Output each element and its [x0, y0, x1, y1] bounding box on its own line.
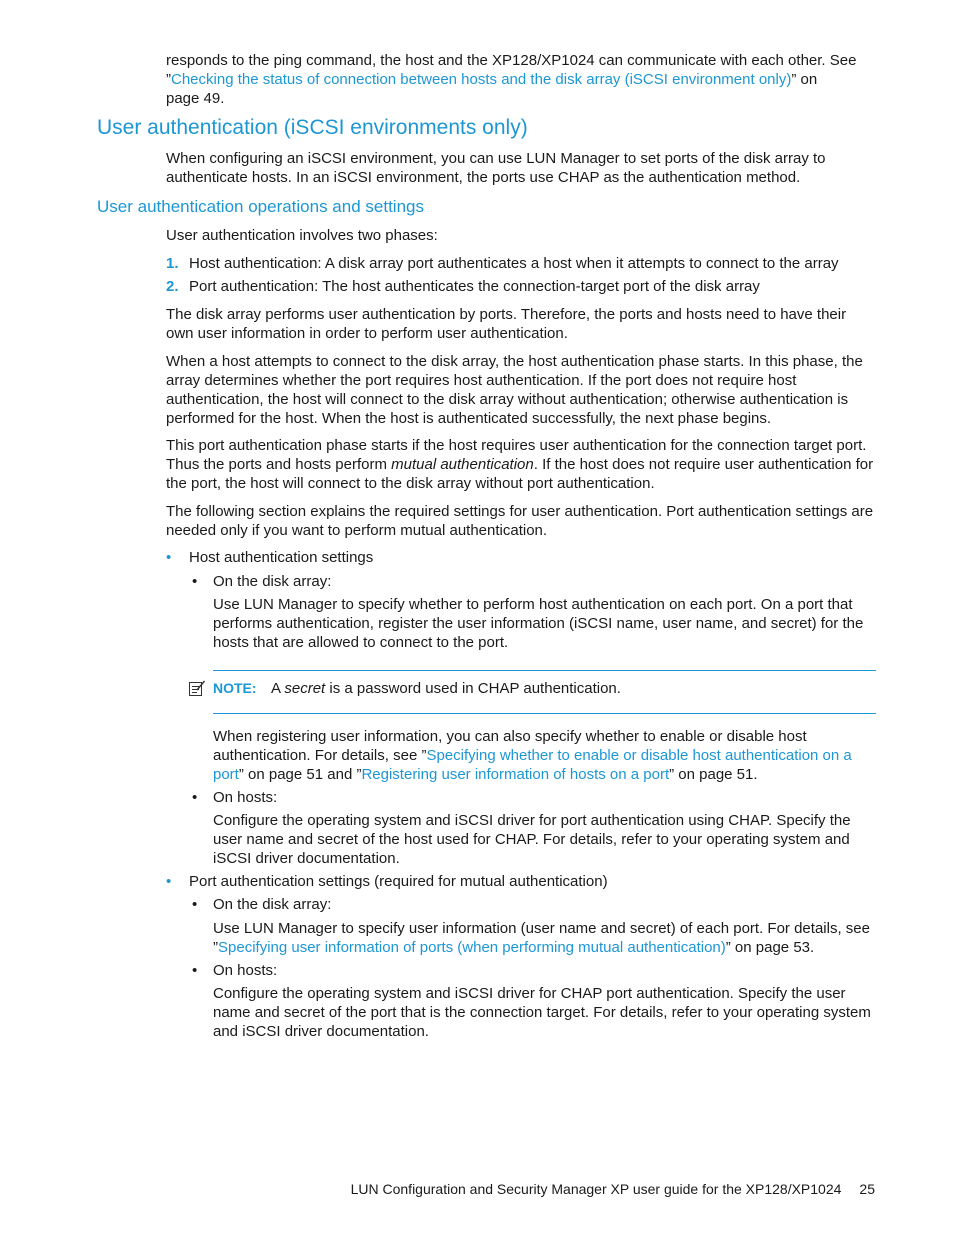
note-text: A secret is a password used in CHAP authentication. — [271, 680, 621, 697]
specify-port-user-info-link[interactable]: Specifying user information of ports (when performing mutual authentication) — [218, 939, 726, 956]
port-auth-hosts-label: On hosts: — [213, 962, 278, 979]
section-title: User authentication (iSCSI environments only) — [97, 116, 528, 139]
paragraph: When a host attempts to connect to the disk array, the host authentication phase starts. In this phase, the array determines whether the port requires host authentication. If the port does not require host authentication, the host will connect to the disk array without authentication; otherwise authentication is performed for the host. When the host is authenticated successfully, the next phase begins. — [166, 353, 863, 427]
step-text: Host authentication: A disk array port authenticates a host when it attempts to connect to the array — [189, 255, 839, 272]
step-number: 2. — [166, 278, 179, 295]
port-auth-disk-text: Use LUN Manager to specify user information (user name and secret) of each port. For details, see ”Specifying user information of ports (when performing mutual authentication)” on page 53. — [213, 920, 870, 956]
step-number: 1. — [166, 255, 179, 272]
enable-disable-host-auth-link[interactable]: Specifying whether to enable or disable host authentication on a port — [213, 747, 852, 783]
sub-bullet: • — [192, 573, 198, 590]
bullet: • — [166, 549, 172, 566]
section-intro: When configuring an iSCSI environment, you can use LUN Manager to set ports of the disk array to authenticate hosts. In an iSCSI environment, the ports use CHAP as the authentication method. — [166, 150, 826, 186]
phases-intro: User authentication involves two phases: — [166, 227, 438, 244]
note-divider-top — [213, 670, 876, 671]
bullet: • — [166, 873, 172, 890]
port-auth-label: Port authentication settings (required for mutual authentication) — [189, 873, 608, 890]
paragraph: This port authentication phase starts if the host requires user authentication for the connection target port. Thus the ports and hosts perform mutual authentication. If the host does not require user authentication for the port, the host will connect to the disk array without port authentication. — [166, 437, 874, 492]
host-auth-hosts-label: On hosts: — [213, 789, 278, 806]
host-auth-hosts-text: Configure the operating system and iSCSI driver for port authentication using CHAP. Specify the user name and secret of the host used for CHAP. For details, refer to your operating system and iSCSI driver documentation. — [213, 812, 851, 867]
host-auth-disk-label: On the disk array: — [213, 573, 332, 590]
note-label: NOTE: — [213, 680, 257, 696]
subsection-title: User authentication operations and settings — [97, 197, 424, 216]
host-auth-disk-text: Use LUN Manager to specify whether to perform host authentication on each port. On a port that performs authentication, register the user information (iSCSI name, user name, and secret) for the hosts that are allowed to connect to the port. — [213, 596, 864, 651]
sub-bullet: • — [192, 962, 198, 979]
checking-status-link[interactable]: Checking the status of connection between hosts and the disk array (iSCSI environment only) — [171, 71, 792, 88]
port-auth-hosts-text: Configure the operating system and iSCSI driver for CHAP port authentication. Specify the user name and secret of the port that is the connection target. For details, refer to your operating system and iSCSI driver documentation. — [213, 985, 871, 1040]
intro-line-2: ”Checking the status of connection between hosts and the disk array (iSCSI environment only)” on — [166, 71, 818, 88]
host-auth-register-text: When registering user information, you can also specify whether to enable or disable host authentication. For details, see ”Specifying whether to enable or disable host authentication on a port” on page 51 and ”Registering user information of hosts on a port” on page 51. — [213, 728, 852, 783]
register-host-info-link[interactable]: Registering user information of hosts on a port — [361, 766, 670, 783]
footer-title: LUN Configuration and Security Manager XP user guide for the XP128/XP1024 — [350, 1181, 842, 1197]
sub-bullet: • — [192, 789, 198, 806]
page-footer — [351, 1180, 875, 1199]
intro-line-1: responds to the ping command, the host and the XP128/XP1024 can communicate with each other. See — [166, 52, 857, 69]
sub-bullet: • — [192, 896, 198, 913]
paragraph: The disk array performs user authentication by ports. Therefore, the ports and hosts need to have their own user information in order to perform user authentication. — [166, 306, 847, 342]
note-icon — [188, 679, 206, 697]
port-auth-disk-label: On the disk array: — [213, 896, 332, 913]
page-number: 25 — [859, 1181, 875, 1197]
step-text: Port authentication: The host authenticates the connection-target port of the disk array — [189, 278, 760, 295]
intro-paragraph — [166, 51, 876, 108]
note-divider-bottom — [213, 713, 876, 714]
intro-line-3: page 49. — [166, 90, 225, 107]
paragraph: The following section explains the required settings for user authentication. Port authentication settings are needed only if you want to perform mutual authentication. — [166, 503, 874, 539]
host-auth-label: Host authentication settings — [189, 549, 374, 566]
